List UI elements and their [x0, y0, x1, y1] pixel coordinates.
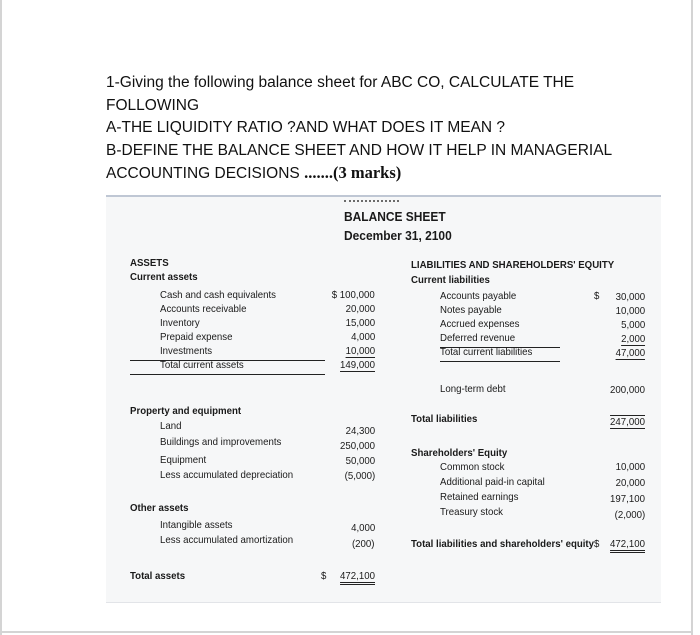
asset-label: Buildings and improvements [160, 436, 282, 448]
cropped-header-mark [344, 200, 399, 204]
question-block [106, 72, 666, 186]
asset-label: Prepaid expense [160, 331, 233, 343]
liability-value: 2,000 [620, 333, 645, 345]
asset-label: Accounts receivable [160, 303, 247, 315]
total-current-assets-rule [130, 374, 325, 375]
liability-label: Deferred revenue [440, 332, 516, 344]
question-line-5 [106, 162, 666, 186]
equity-label: Retained earnings [440, 491, 519, 503]
total-liabilities-label: Total liabilities [411, 413, 478, 425]
total-current-liabilities-value: 47,000 [615, 347, 645, 359]
asset-value: 10,000 [345, 345, 375, 357]
asset-value: 250,000 [340, 440, 375, 452]
total-current-liabilities-rule [440, 361, 560, 362]
question-line-4: B-DEFINE THE BALANCE SHEET AND HOW IT HELP IN MANAGERIAL [106, 141, 613, 159]
question-line-1: 1-Giving the following balance sheet for ABC CO, CALCULATE THE [106, 74, 575, 91]
equity-value: 20,000 [615, 477, 645, 489]
question-marks: .......(3 marks) [304, 163, 402, 182]
equity-value: 197,100 [610, 493, 645, 505]
total-assets-value: 472,100 [340, 570, 375, 585]
total-liabilities-equity-label: Total liabilities and shareholders' equity [411, 538, 595, 550]
asset-label: Less accumulated depreciation [160, 469, 294, 481]
equity-value: 10,000 [615, 461, 645, 473]
asset-label: Investments [160, 345, 213, 357]
liability-value: 10,000 [615, 305, 645, 317]
asset-label: Land [160, 420, 182, 432]
asset-value: (5,000) [344, 470, 375, 482]
question-line-2: FOLLOWING [106, 96, 200, 114]
asset-value: 50,000 [345, 455, 375, 467]
total-assets-currency: $ [321, 570, 327, 582]
liability-value: 5,000 [620, 319, 645, 331]
question-line-3: A-THE LIQUIDITY RATIO ?AND WHAT DOES IT MEAN ? [106, 119, 506, 136]
other-assets-heading: Other assets [130, 502, 189, 514]
asset-value: (200) [352, 538, 375, 550]
asset-value: $ 100,000 [332, 289, 375, 301]
total-assets-label: Total assets [130, 570, 186, 582]
liability-label: Notes payable [440, 304, 502, 316]
equity-label: Common stock [440, 461, 505, 473]
total-current-assets-label: Total current assets [160, 359, 244, 371]
total-liabilities-equity-currency: $ [594, 538, 600, 550]
equity-heading: Shareholders' Equity [411, 447, 508, 459]
total-liabilities-value: 247,000 [610, 416, 645, 428]
page-border-right [691, 0, 693, 635]
liability-label: Accrued expenses [440, 318, 520, 330]
asset-label: Inventory [160, 317, 200, 329]
long-term-debt-label: Long-term debt [440, 383, 506, 395]
current-liabilities-heading: Current liabilities [411, 274, 490, 286]
asset-value: 15,000 [345, 317, 375, 329]
equity-value: (2,000) [614, 509, 645, 521]
assets-heading: ASSETS [130, 257, 169, 269]
asset-label: Equipment [160, 454, 207, 466]
long-term-debt-value: 200,000 [610, 384, 645, 396]
asset-value: 4,000 [350, 522, 375, 534]
current-assets-heading: Current assets [130, 271, 198, 283]
question-line-5-text: ACCOUNTING DECISIONS [106, 165, 305, 182]
balance-sheet-date: December 31, 2100 [344, 228, 452, 243]
asset-label: Less accumulated amortization [160, 534, 294, 546]
balance-sheet-image [106, 195, 661, 603]
equity-label: Treasury stock [440, 506, 503, 518]
ppe-heading: Property and equipment [130, 405, 242, 417]
liability-value: 30,000 [615, 291, 645, 303]
asset-value: 20,000 [345, 303, 375, 315]
asset-value: 24,300 [345, 425, 375, 437]
liability-currency: $ [594, 290, 600, 302]
liability-label: Accounts payable [440, 290, 517, 302]
total-liabilities-equity-value: 472,100 [610, 538, 645, 553]
asset-label: Intangible assets [160, 519, 233, 531]
total-current-assets-value: 149,000 [340, 359, 375, 371]
total-current-liabilities-label: Total current liabilities [440, 346, 533, 358]
asset-label: Cash and cash equivalents [160, 289, 277, 301]
asset-value: 4,000 [350, 331, 375, 343]
equity-label: Additional paid-in capital [440, 476, 545, 488]
balance-sheet-title: BALANCE SHEET [344, 209, 446, 224]
page-border-bottom [0, 631, 693, 633]
page-border-left [0, 0, 2, 635]
liabilities-heading: LIABILITIES AND SHAREHOLDERS' EQUITY [411, 259, 615, 271]
